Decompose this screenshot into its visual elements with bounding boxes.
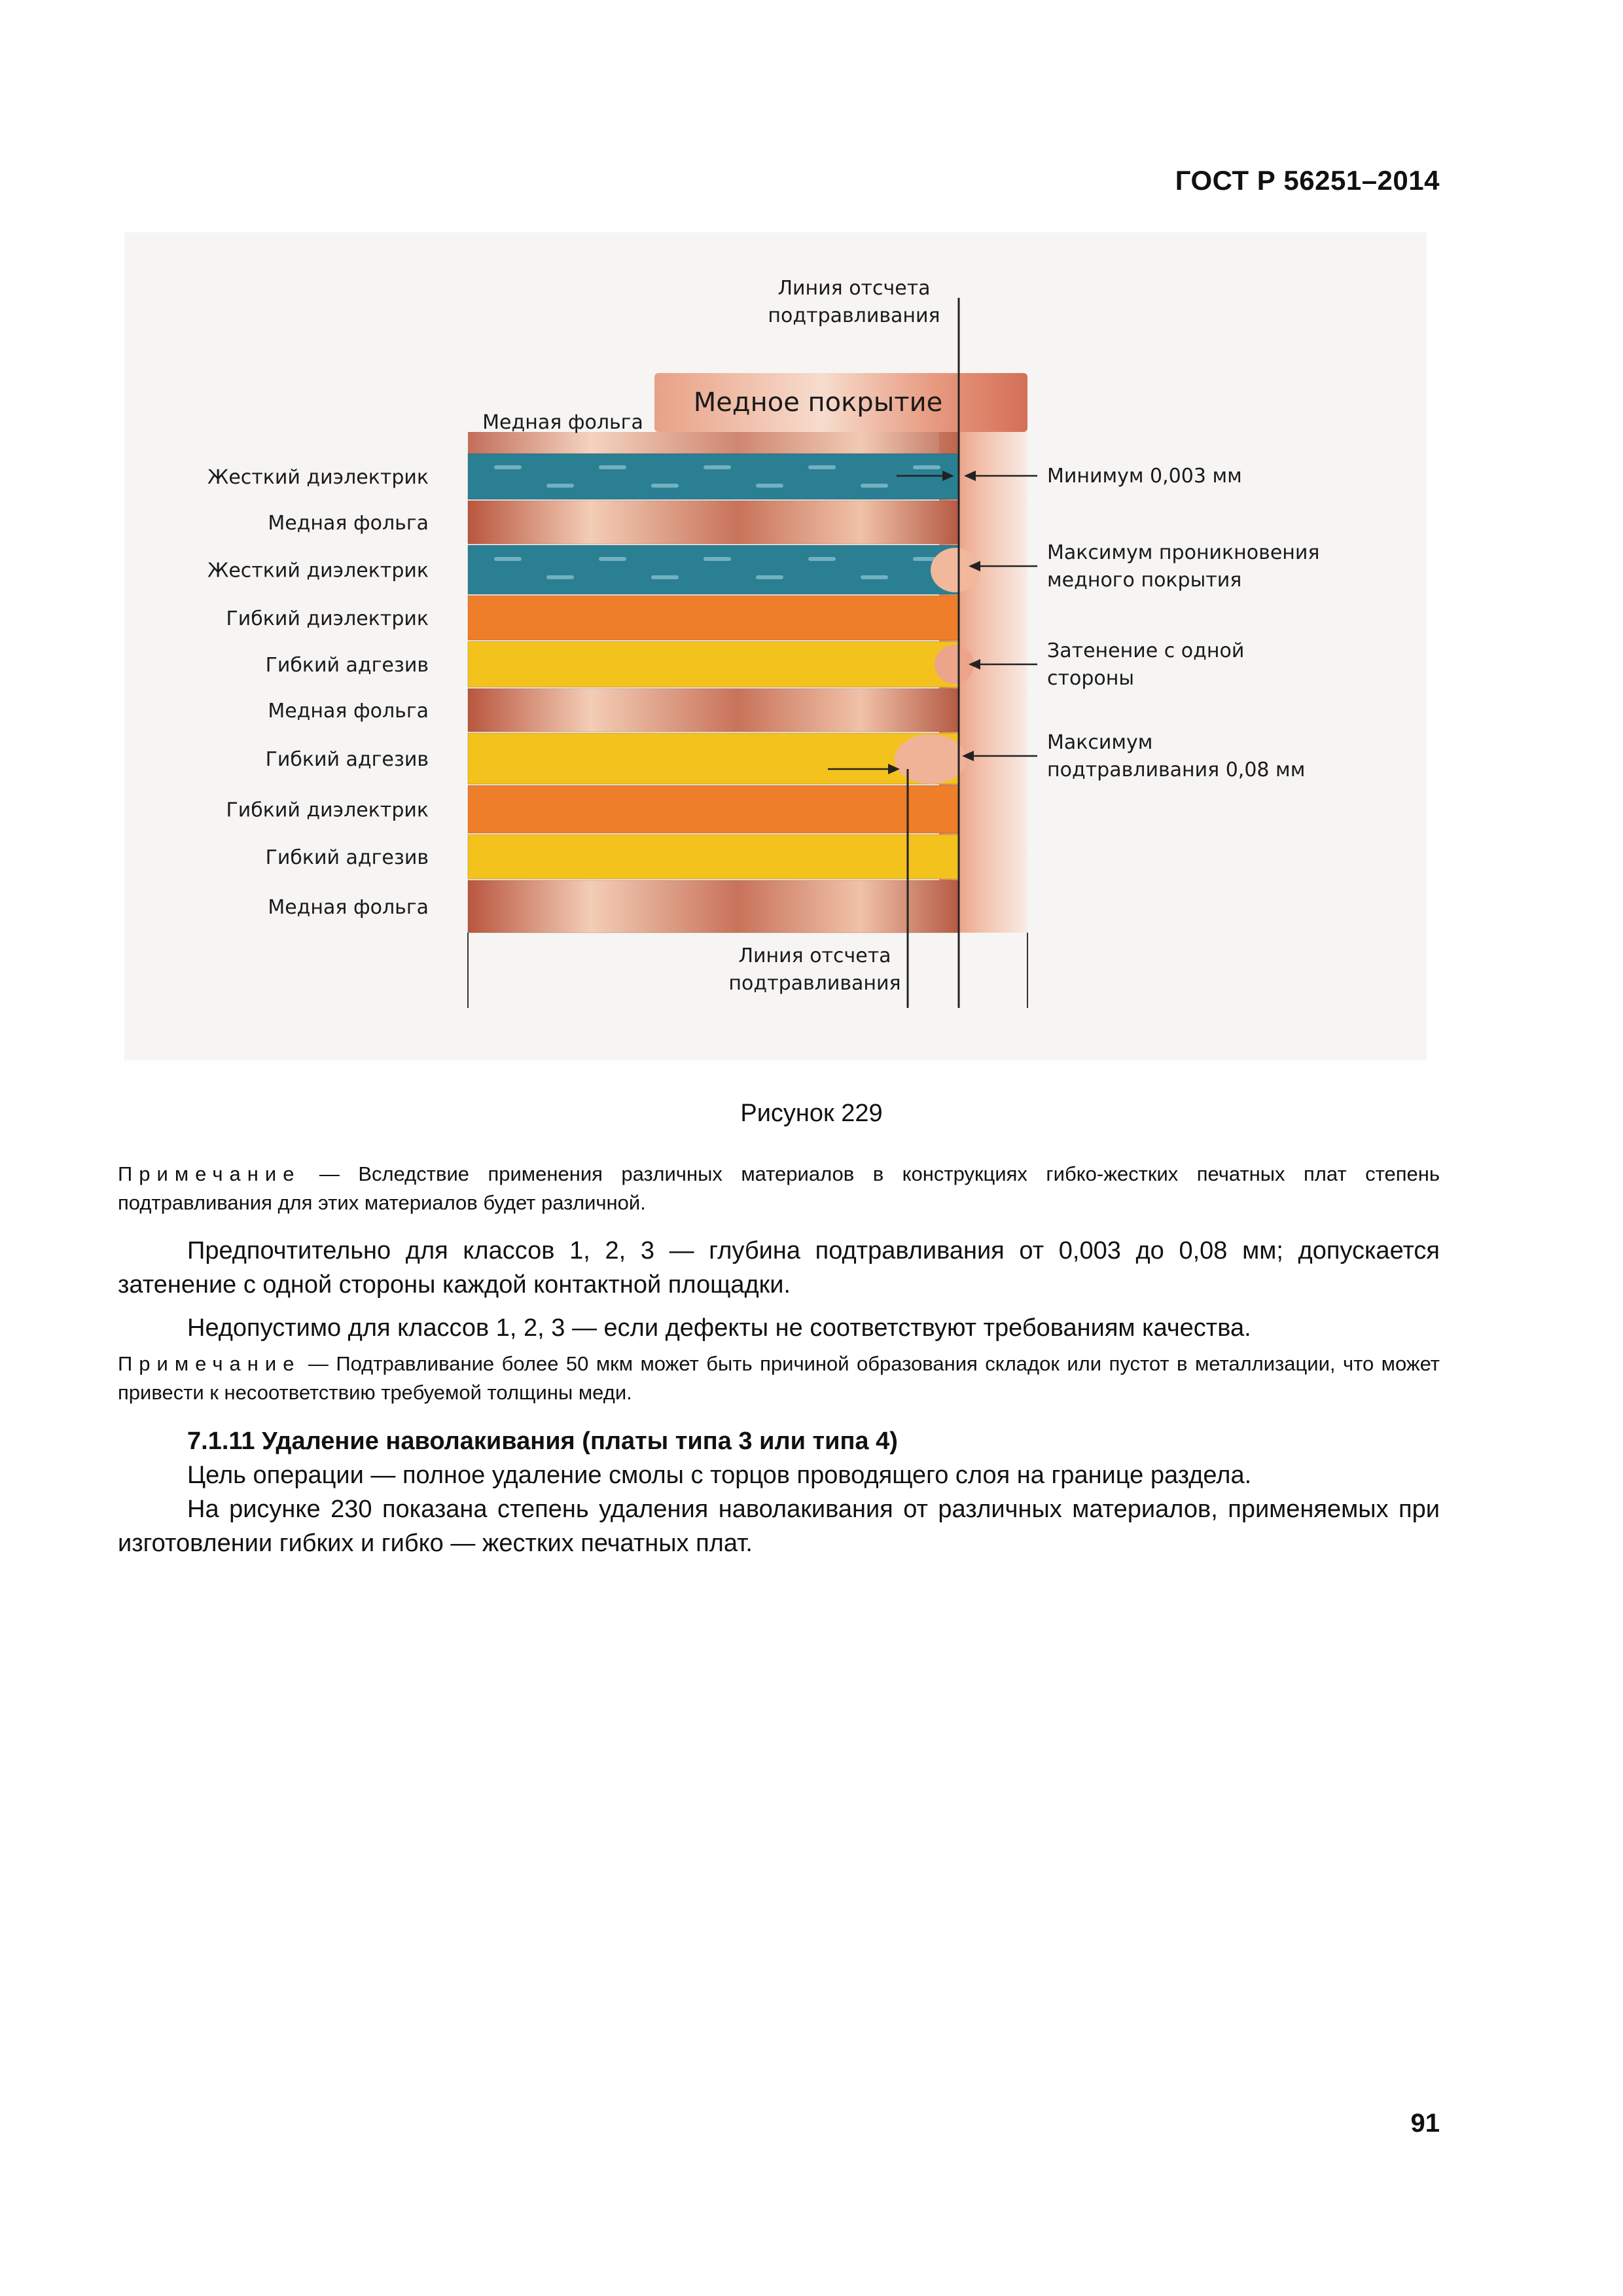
figure-229: [124, 232, 1427, 1060]
figure-caption: Рисунок 229: [740, 1100, 883, 1127]
layer-flex-adhesive: [468, 834, 959, 879]
fiber-mark: [599, 465, 626, 469]
fiber-mark: [494, 465, 522, 469]
layer-label: Жесткий диэлектрик: [207, 559, 429, 583]
annotation-label: подтравливания 0,08 мм: [1047, 759, 1306, 781]
section-paragraph-2: На рисунке 230 показана степень удаления наволакивания от различных материалов, применяемых при изготовлении гибких и гибко — жестких печатных плат.: [118, 1496, 1440, 1557]
body-paragraphs: [118, 1234, 1440, 1345]
note-2-label: Примечание: [118, 1352, 301, 1375]
annotation-label: Затенение с одной: [1047, 639, 1245, 662]
fiber-mark: [494, 557, 522, 561]
layer-flex-adhesive: [468, 733, 959, 784]
annotation-label: Максимум проникновения: [1047, 541, 1320, 564]
layer-label: Медная фольга: [268, 512, 429, 535]
fiber-mark: [704, 557, 731, 561]
top-copper-foil: [468, 432, 959, 454]
layer-label: Жесткий диэлектрик: [207, 466, 429, 489]
layer-rigid-dielectric: [468, 454, 959, 499]
fiber-mark: [808, 465, 836, 469]
note-1: [118, 1160, 1440, 1217]
paragraph-unacceptable: Недопустимо для классов 1, 2, 3 — если дефекты не соответствуют требованиям качества.: [187, 1314, 1251, 1342]
shadowing-bump: [935, 645, 974, 684]
etchback-diagram: [124, 232, 1427, 1060]
fiber-mark: [756, 575, 783, 579]
note-2: [118, 1350, 1440, 1407]
fiber-mark: [599, 557, 626, 561]
copper-plating-label: Медное покрытие: [693, 387, 943, 418]
layer-label: Медная фольга: [268, 896, 429, 919]
note-1-text: — Вследствие применения различных материалов в конструкциях гибко-жестких печатных плат степень подтравливания для этих материалов будет различной.: [118, 1162, 1440, 1214]
fiber-mark: [913, 465, 940, 469]
fiber-mark: [861, 484, 888, 488]
annotation-label: стороны: [1047, 667, 1135, 690]
layer-rigid-dielectric: [468, 545, 959, 594]
fiber-mark: [651, 484, 679, 488]
etchback-bump: [895, 734, 967, 784]
top-reference-label: подтравливания: [768, 304, 940, 327]
layer-label: Гибкий адгезив: [265, 654, 429, 677]
top-copper-foil-label: Медная фольга: [482, 411, 643, 434]
bottom-reference-label: подтравливания: [728, 972, 901, 995]
section-7-1-11: [118, 1424, 1440, 1560]
document-standard-code: ГОСТ Р 56251–2014: [1175, 165, 1440, 196]
top-reference-label: Линия отсчета: [777, 277, 931, 300]
layer-copper-foil: [468, 689, 959, 732]
fiber-mark: [651, 575, 679, 579]
layer-label: Гибкий диэлектрик: [226, 607, 429, 630]
layer-label: Гибкий адгезив: [265, 748, 429, 771]
fiber-mark: [861, 575, 888, 579]
fiber-mark: [704, 465, 731, 469]
fiber-mark: [756, 484, 783, 488]
annotation-label: Минимум 0,003 мм: [1047, 465, 1242, 488]
note-2-text: — Подтравливание более 50 мкм может быть причиной образования складок или пустот в металлизации, что может привести к несоответствию требуемой толщины меди.: [118, 1352, 1440, 1404]
layer-flex-dielectric: [468, 785, 959, 833]
fiber-mark: [546, 575, 574, 579]
fiber-mark: [808, 557, 836, 561]
layer-label: Гибкий диэлектрик: [226, 798, 429, 822]
section-paragraph-1: Цель операции — полное удаление смолы с торцов проводящего слоя на границе раздела.: [187, 1462, 1252, 1489]
plating-penetration-bump: [931, 548, 980, 592]
section-heading: 7.1.11 Удаление наволакивания (платы типа 3 или типа 4): [187, 1427, 898, 1455]
fiber-mark: [546, 484, 574, 488]
note-1-label: Примечание: [118, 1162, 301, 1185]
annotation-label: медного покрытия: [1047, 569, 1242, 592]
page-number: 91: [1410, 2109, 1440, 2138]
bottom-reference-label: Линия отсчета: [738, 944, 891, 967]
layer-flex-adhesive: [468, 641, 959, 687]
layer-copper-foil: [468, 501, 959, 544]
layer-flex-dielectric: [468, 596, 959, 640]
layer-copper-foil: [468, 880, 959, 933]
annotation-label: Максимум: [1047, 731, 1153, 754]
layer-label: Медная фольга: [268, 700, 429, 723]
layer-label: Гибкий адгезив: [265, 846, 429, 869]
paragraph-preferred: Предпочтительно для классов 1, 2, 3 — глубина подтравливания от 0,003 до 0,08 мм; допускается затенение с одной стороны каждой контактной площадки.: [118, 1237, 1440, 1299]
